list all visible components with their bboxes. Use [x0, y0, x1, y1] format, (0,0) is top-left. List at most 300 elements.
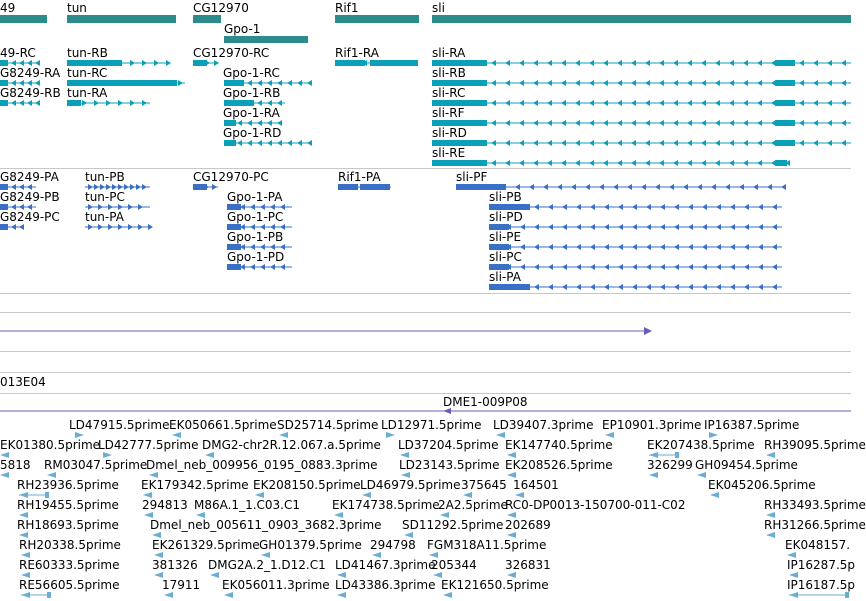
est-glyph[interactable]: [433, 572, 442, 578]
est-label[interactable]: FGM318A11.5prime: [427, 538, 547, 552]
est-label[interactable]: IP16287.5p: [787, 558, 856, 572]
est-glyph[interactable]: [362, 492, 371, 498]
est-glyph[interactable]: [172, 432, 181, 438]
est-label[interactable]: EK050661.5prime: [169, 418, 277, 432]
transcript-label[interactable]: Gpo-1-RA: [223, 106, 280, 120]
clone-label[interactable]: 013E04: [0, 375, 46, 389]
est-label[interactable]: LD12971.5prime: [381, 418, 482, 432]
exon-arrow-left: [571, 184, 576, 190]
exon-arrow-left: [589, 120, 594, 126]
transcript-label[interactable]: tun-RA: [67, 86, 108, 100]
exon-arrow-left: [270, 204, 275, 210]
transcript-label[interactable]: Gpo-1-RD: [223, 126, 282, 140]
est-glyph[interactable]: [766, 512, 775, 518]
est-label[interactable]: SD25714.5prime: [277, 418, 379, 432]
exon-arrow-left: [562, 244, 567, 250]
exon-block[interactable]: [0, 60, 8, 66]
est-glyph[interactable]: [224, 592, 233, 598]
exon-arrow-left: [660, 284, 665, 290]
exon-arrow-left: [280, 244, 285, 250]
exon-arrow-left: [757, 100, 762, 106]
est-glyph[interactable]: [210, 572, 219, 578]
exon-arrow-left: [257, 120, 262, 126]
exon-block[interactable]: [224, 120, 236, 126]
exon-block[interactable]: [505, 284, 530, 290]
gene-label[interactable]: tun: [67, 1, 87, 15]
clone-label[interactable]: DME1-009P08: [443, 395, 528, 409]
exon-arrow-left: [631, 140, 636, 146]
est-glyph[interactable]: [196, 512, 205, 518]
est-label[interactable]: 17911: [162, 578, 201, 592]
est-label[interactable]: 2A2.5prime: [438, 498, 508, 512]
est-glyph[interactable]: [21, 552, 30, 558]
est-label[interactable]: RH23936.5prime: [17, 478, 119, 492]
protein-label[interactable]: tun-PB: [85, 170, 125, 184]
transcript-label[interactable]: sli-RF: [432, 106, 465, 120]
exon-block[interactable]: [0, 204, 8, 210]
exon-arrow-left: [739, 184, 744, 190]
est-glyph[interactable]: [0, 452, 9, 458]
est-label[interactable]: RH20338.5prime: [19, 538, 121, 552]
exon-arrow-left: [655, 184, 660, 190]
exon-arrow-left: [11, 204, 16, 210]
exon-arrow-left: [631, 160, 636, 166]
est-label[interactable]: 375645: [461, 478, 507, 492]
exon-arrow-left: [660, 244, 665, 250]
exon-arrow-left: [627, 184, 632, 190]
est-label[interactable]: GH01379.5prime: [259, 538, 362, 552]
exon-arrow-left: [758, 204, 763, 210]
exon-arrow-left: [533, 140, 538, 146]
est-glyph[interactable]: [443, 592, 452, 598]
est-label[interactable]: EK261329.5prime: [152, 538, 260, 552]
est-label[interactable]: DMG2-chr2R.12.067.a.5prime: [202, 438, 381, 452]
exon-arrow-left: [27, 184, 32, 190]
exon-arrow-left: [743, 120, 748, 126]
exon-block[interactable]: [775, 120, 795, 126]
exon-arrow-left: [519, 140, 524, 146]
est-label[interactable]: EK056011.3prime: [222, 578, 330, 592]
est-label[interactable]: IP16187.5p: [787, 578, 856, 592]
protein-label[interactable]: G8249-PC: [0, 210, 60, 224]
exon-arrow-right: [142, 184, 147, 190]
gene-bar[interactable]: [0, 15, 47, 23]
est-glyph[interactable]: [515, 492, 524, 498]
exon-arrow-left: [533, 120, 538, 126]
exon-arrow-left: [632, 204, 637, 210]
transcript-label[interactable]: sli-RA: [432, 46, 466, 60]
est-label[interactable]: IP16387.5prime: [704, 418, 800, 432]
est-glyph[interactable]: [507, 472, 516, 478]
est-label[interactable]: 294798: [370, 538, 416, 552]
est-glyph[interactable]: [154, 552, 163, 558]
gene-bar[interactable]: [335, 15, 419, 23]
est-label[interactable]: EK207438.5prime: [647, 438, 755, 452]
est-glyph[interactable]: [766, 452, 775, 458]
transcript-label[interactable]: Gpo-1-RB: [223, 86, 281, 100]
exon-block[interactable]: [224, 100, 254, 106]
exon-arrow-left: [277, 120, 282, 126]
est-glyph[interactable]: [0, 472, 9, 478]
exon-arrow-left: [575, 160, 580, 166]
exon-block[interactable]: [227, 224, 241, 230]
exon-block[interactable]: [0, 80, 8, 86]
est-label[interactable]: EK174738.5prime: [332, 498, 440, 512]
est-glyph[interactable]: [19, 492, 28, 498]
transcript-label[interactable]: Gpo-1-RC: [223, 66, 280, 80]
exon-arrow-left: [701, 120, 706, 126]
exon-arrow-left: [758, 264, 763, 270]
exon-block[interactable]: [224, 140, 236, 146]
est-label[interactable]: EK208526.5prime: [505, 458, 613, 472]
est-glyph[interactable]: [605, 432, 614, 438]
transcript-label[interactable]: tun-RB: [67, 46, 108, 60]
est-glyph[interactable]: [507, 452, 516, 458]
exon-arrow-left: [590, 224, 595, 230]
exon-arrow-left: [841, 140, 846, 146]
est-glyph[interactable]: [164, 592, 173, 598]
exon-block[interactable]: [224, 80, 244, 86]
est-glyph[interactable]: [429, 552, 438, 558]
est-glyph[interactable]: [401, 472, 410, 478]
exon-arrow-left: [674, 284, 679, 290]
protein-label[interactable]: Gpo-1-PA: [227, 190, 283, 204]
exon-block[interactable]: [775, 60, 795, 66]
protein-label[interactable]: sli-PF: [456, 170, 488, 184]
est-label[interactable]: EK01380.5prime: [0, 438, 101, 452]
est-label[interactable]: RH39095.5prime: [764, 438, 866, 452]
est-glyph[interactable]: [337, 572, 346, 578]
long-feature-arrow[interactable]: [644, 327, 652, 335]
transcript-label[interactable]: Rif1-RA: [335, 46, 379, 60]
est-label[interactable]: 294813: [142, 498, 188, 512]
exon-block[interactable]: [432, 120, 487, 126]
exon-arrow-left: [631, 100, 636, 106]
est-glyph[interactable]: [440, 512, 449, 518]
exon-arrow-left: [701, 100, 706, 106]
est-label[interactable]: 381326: [152, 558, 198, 572]
est-label[interactable]: EK147740.5prime: [505, 438, 613, 452]
exon-arrow-left: [515, 184, 520, 190]
est-glyph[interactable]: [463, 492, 472, 498]
exon-arrow-left: [280, 264, 285, 270]
exon-arrow-left: [757, 120, 762, 126]
exon-arrow-left: [827, 80, 832, 86]
est-glyph[interactable]: [19, 532, 28, 538]
exon-arrow-left: [730, 204, 735, 210]
exon-block[interactable]: [432, 160, 487, 166]
exon-block[interactable]: [489, 224, 509, 230]
exon-arrow-left: [548, 284, 553, 290]
exon-arrow-left: [247, 120, 252, 126]
est-label[interactable]: M86A.1_1.C03.C1: [194, 498, 300, 512]
gene-label[interactable]: Rif1: [335, 1, 359, 15]
protein-label[interactable]: Gpo-1-PB: [227, 230, 284, 244]
gene-label[interactable]: Gpo-1: [224, 22, 261, 36]
est-glyph[interactable]: [255, 492, 264, 498]
est-glyph[interactable]: [789, 592, 798, 598]
protein-label[interactable]: CG12970-PC: [193, 170, 269, 184]
gene-bar[interactable]: [67, 15, 176, 23]
protein-label[interactable]: Gpo-1-PD: [227, 250, 285, 264]
exon-arrow-right: [94, 184, 99, 190]
exon-arrow-left: [799, 60, 804, 66]
gene-label[interactable]: 49: [0, 1, 16, 15]
protein-label[interactable]: G8249-PA: [0, 170, 59, 184]
exon-block[interactable]: [0, 184, 8, 190]
exon-arrow-left: [767, 184, 772, 190]
transcript-label[interactable]: tun-RC: [67, 66, 108, 80]
est-glyph[interactable]: [710, 492, 719, 498]
protein-label[interactable]: tun-PC: [85, 190, 125, 204]
exon-arrow-left: [673, 100, 678, 106]
est-glyph[interactable]: [507, 512, 516, 518]
est-label[interactable]: DMG2A.2_1.D12.C1: [208, 558, 326, 572]
est-label[interactable]: 164501: [513, 478, 559, 492]
transcript-label[interactable]: G8249-RA: [0, 66, 61, 80]
est-label[interactable]: 326299: [647, 458, 693, 472]
est-glyph[interactable]: [386, 432, 395, 438]
exon-arrow-right: [118, 224, 123, 230]
exon-arrow-left: [632, 284, 637, 290]
est-glyph[interactable]: [507, 572, 516, 578]
exon-arrow-left: [11, 80, 16, 86]
protein-label[interactable]: sli-PE: [489, 230, 522, 244]
protein-label[interactable]: sli-PD: [489, 210, 523, 224]
exon-block[interactable]: [67, 100, 81, 106]
est-glyph[interactable]: [144, 512, 153, 518]
exon-block[interactable]: [193, 184, 207, 190]
est-glyph[interactable]: [103, 452, 112, 458]
exon-arrow-left: [659, 80, 664, 86]
est-glyph[interactable]: [337, 592, 346, 598]
transcript-label[interactable]: sli-RC: [432, 86, 466, 100]
exon-block[interactable]: [193, 60, 207, 66]
exon-block[interactable]: [432, 80, 487, 86]
exon-block[interactable]: [0, 224, 8, 230]
est-label[interactable]: EK121650.5prime: [441, 578, 549, 592]
est-label[interactable]: RH31266.5prime: [764, 518, 866, 532]
exon-arrow-left: [27, 60, 32, 66]
exon-arrow-right: [106, 184, 111, 190]
est-label[interactable]: EK045206.5prime: [708, 478, 816, 492]
exon-block[interactable]: [67, 80, 177, 86]
exon-arrow-left: [730, 224, 735, 230]
est-glyph[interactable]: [261, 552, 270, 558]
exon-block[interactable]: [432, 60, 487, 66]
est-label[interactable]: EK179342.5prime: [141, 478, 249, 492]
transcript-label[interactable]: sli-RE: [432, 146, 466, 160]
est-glyph[interactable]: [279, 432, 288, 438]
est-label[interactable]: LD47915.5prime: [69, 418, 170, 432]
est-label[interactable]: 5818: [0, 458, 31, 472]
transcript-label[interactable]: sli-RD: [432, 126, 467, 140]
exon-block[interactable]: [227, 204, 241, 210]
est-label[interactable]: LD37204.5prime: [398, 438, 499, 452]
est-glyph[interactable]: [143, 492, 152, 498]
exon-block[interactable]: [456, 184, 506, 190]
gene-bar[interactable]: [224, 36, 308, 43]
protein-label[interactable]: Rif1-PA: [338, 170, 381, 184]
exon-block[interactable]: [227, 264, 241, 270]
exon-block[interactable]: [775, 140, 795, 146]
est-glyph[interactable]: [789, 572, 798, 578]
exon-block[interactable]: [775, 100, 795, 106]
exon-arrow-left: [687, 160, 692, 166]
exon-block[interactable]: [335, 60, 365, 66]
est-label[interactable]: RE56605.5prime: [19, 578, 120, 592]
protein-label[interactable]: tun-PA: [85, 210, 124, 224]
est-label[interactable]: EK048157.: [785, 538, 851, 552]
exon-arrow-left: [632, 224, 637, 230]
exon-arrow-left: [548, 204, 553, 210]
exon-arrow-left: [730, 264, 735, 270]
est-glyph[interactable]: [19, 512, 28, 518]
exon-arrow-left: [813, 80, 818, 86]
est-glyph[interactable]: [404, 532, 413, 538]
est-label[interactable]: RE60333.5prime: [19, 558, 120, 572]
est-glyph[interactable]: [709, 432, 718, 438]
exon-arrow-left: [590, 244, 595, 250]
est-glyph[interactable]: [154, 572, 163, 578]
protein-label[interactable]: sli-PC: [489, 250, 522, 264]
exon-block[interactable]: [775, 80, 795, 86]
exon-block[interactable]: [227, 244, 241, 250]
exon-arrow-left: [237, 140, 242, 146]
exon-arrow-left: [11, 100, 16, 106]
est-label[interactable]: RM03047.5prime: [44, 458, 148, 472]
est-label[interactable]: LD39407.3prime: [493, 418, 594, 432]
est-glyph[interactable]: [697, 472, 706, 478]
exon-block[interactable]: [0, 100, 8, 106]
protein-label[interactable]: G8249-PB: [0, 190, 60, 204]
est-label[interactable]: SD11292.5prime: [402, 518, 504, 532]
exon-arrow-left: [590, 264, 595, 270]
est-label[interactable]: 326831: [505, 558, 551, 572]
exon-arrow-left: [519, 60, 524, 66]
exon-arrow-left: [660, 204, 665, 210]
est-label[interactable]: LD41467.3prime: [335, 558, 436, 572]
est-glyph[interactable]: [21, 592, 30, 598]
exon-arrow-left: [547, 120, 552, 126]
est-label[interactable]: RH33493.5prime: [764, 498, 866, 512]
exon-arrow-left: [260, 244, 265, 250]
exon-block[interactable]: [360, 184, 390, 190]
exon-arrow-left: [744, 204, 749, 210]
exon-arrow-left: [561, 160, 566, 166]
est-label[interactable]: LD23143.5prime: [399, 458, 500, 472]
transcript-label[interactable]: G8249-RB: [0, 86, 61, 100]
exon-block[interactable]: [505, 204, 530, 210]
est-glyph[interactable]: [334, 512, 343, 518]
est-label[interactable]: EK208150.5prime: [253, 478, 361, 492]
exon-arrow-left: [603, 60, 608, 66]
est-block: [845, 592, 849, 598]
est-glyph[interactable]: [496, 432, 505, 438]
exon-arrow-left: [757, 160, 762, 166]
protein-label[interactable]: Gpo-1-PC: [227, 210, 284, 224]
exon-arrow-left: [617, 80, 622, 86]
est-label[interactable]: RH19455.5prime: [17, 498, 119, 512]
est-glyph[interactable]: [75, 432, 84, 438]
exon-arrow-left: [673, 80, 678, 86]
protein-label[interactable]: sli-PB: [489, 190, 522, 204]
protein-label[interactable]: sli-PA: [489, 270, 521, 284]
est-label[interactable]: LD42777.5prime: [98, 438, 199, 452]
est-label[interactable]: RH18693.5prime: [17, 518, 119, 532]
est-label[interactable]: LD46979.5prime: [360, 478, 461, 492]
exon-arrow-left: [277, 100, 282, 106]
exon-arrow-left: [267, 100, 272, 106]
transcript-label[interactable]: sli-RB: [432, 66, 466, 80]
exon-arrow-left: [687, 140, 692, 146]
exon-arrow-left: [603, 100, 608, 106]
est-label[interactable]: 202689: [505, 518, 551, 532]
exon-arrow-left: [519, 120, 524, 126]
exon-arrow-left: [743, 80, 748, 86]
exon-block[interactable]: [67, 60, 122, 66]
exon-arrow-left: [729, 100, 734, 106]
est-label[interactable]: 205344: [431, 558, 477, 572]
exon-arrow-left: [548, 244, 553, 250]
exon-arrow-right: [138, 204, 143, 210]
exon-arrow-left: [534, 264, 539, 270]
est-label[interactable]: Dmel_neb_005611_0903_3682.3prime: [150, 518, 382, 532]
est-label[interactable]: LD43386.3prime: [335, 578, 436, 592]
exon-arrow-left: [270, 224, 275, 230]
gene-bar[interactable]: [193, 15, 221, 23]
exon-arrow-left: [743, 100, 748, 106]
est-glyph[interactable]: [766, 532, 775, 538]
exon-arrow-left: [827, 60, 832, 66]
est-glyph[interactable]: [149, 472, 158, 478]
gene-bar[interactable]: [432, 15, 851, 23]
est-label[interactable]: GH09454.5prime: [695, 458, 798, 472]
exon-arrow-left: [618, 244, 623, 250]
est-glyph[interactable]: [649, 472, 658, 478]
exon-block[interactable]: [432, 100, 487, 106]
exon-arrow-left: [277, 140, 282, 146]
est-glyph[interactable]: [205, 452, 214, 458]
est-glyph[interactable]: [21, 572, 30, 578]
exon-block[interactable]: [370, 60, 418, 66]
exon-block[interactable]: [432, 140, 487, 146]
est-glyph[interactable]: [649, 452, 658, 458]
est-glyph[interactable]: [372, 552, 381, 558]
exon-arrow-left: [715, 60, 720, 66]
exon-block[interactable]: [489, 264, 509, 270]
transcript-label[interactable]: CG12970-RC: [193, 46, 270, 60]
exon-arrow-left: [660, 224, 665, 230]
clone-feature-arrow[interactable]: [443, 408, 451, 414]
exon-arrow-left: [603, 120, 608, 126]
est-glyph[interactable]: [507, 532, 516, 538]
est-glyph[interactable]: [787, 552, 796, 558]
transcript-label[interactable]: 49-RC: [0, 46, 36, 60]
est-label[interactable]: EP10901.3prime: [602, 418, 702, 432]
est-glyph[interactable]: [152, 532, 161, 538]
exon-block[interactable]: [338, 184, 358, 190]
est-glyph[interactable]: [400, 452, 409, 458]
est-glyph[interactable]: [47, 472, 56, 478]
gene-label[interactable]: sli: [432, 1, 445, 15]
exon-arrow-left: [603, 140, 608, 146]
exon-block[interactable]: [489, 244, 509, 250]
est-label[interactable]: RC0-DP0013-150700-011-C02: [505, 498, 686, 512]
exon-block[interactable]: [775, 160, 787, 166]
gene-label[interactable]: CG12970: [193, 1, 249, 15]
est-label[interactable]: Dmel_neb_009956_0195_0883.3prime: [146, 458, 378, 472]
